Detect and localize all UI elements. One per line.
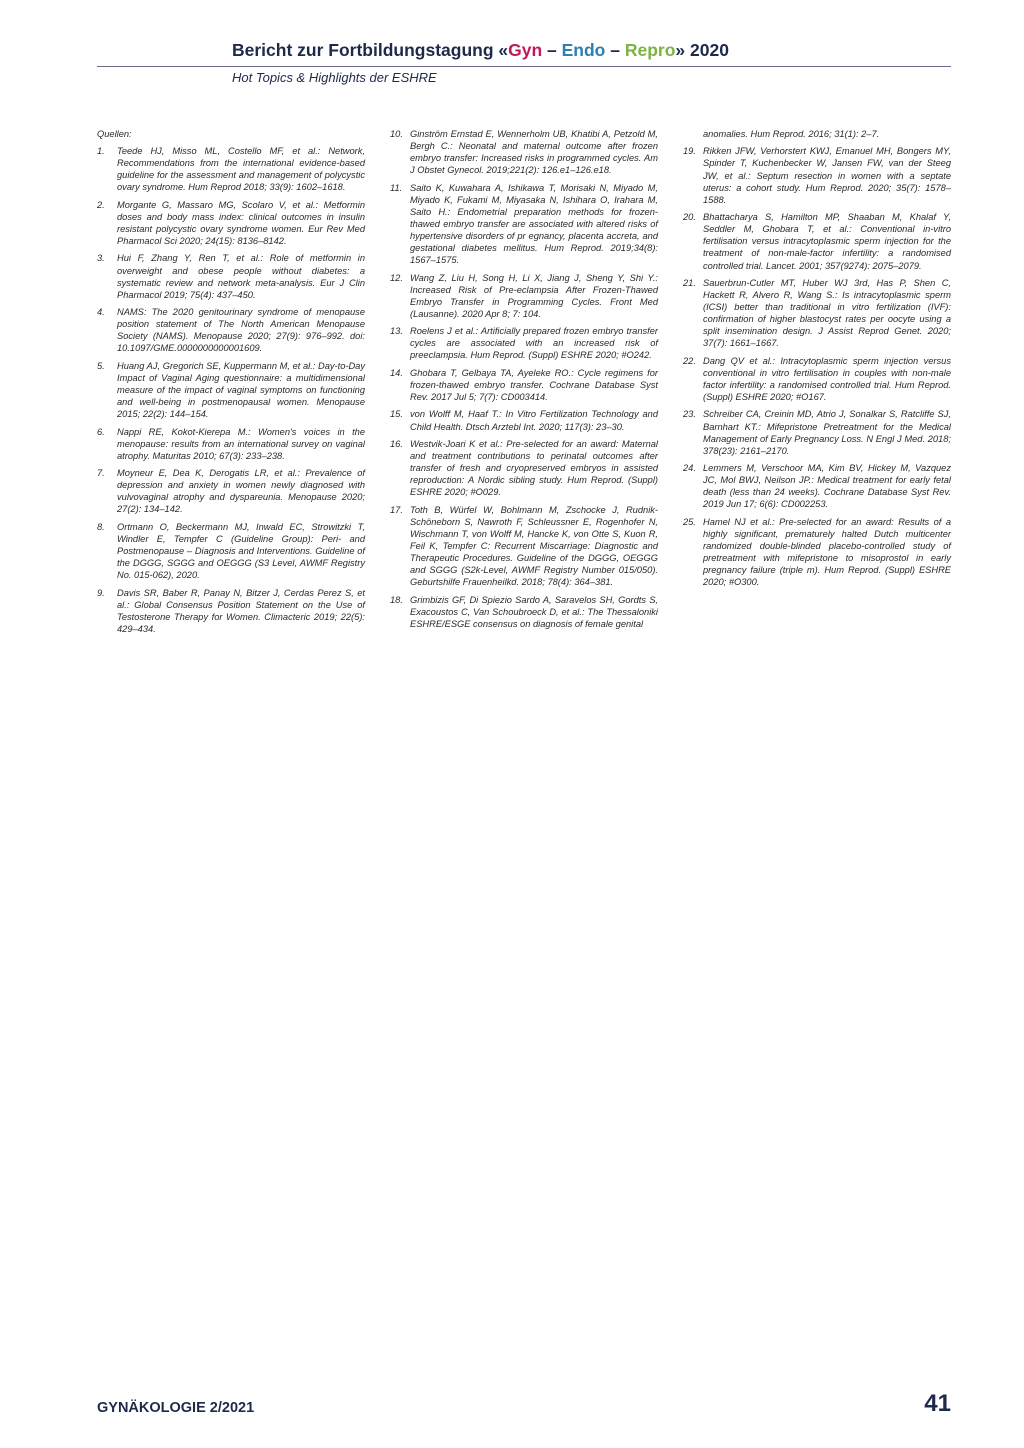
reference-number: 21. xyxy=(683,277,696,288)
reference-list-1 xyxy=(97,145,365,635)
reference-text: Schreiber CA, Creinin MD, Atrio J, Sonalkar S, Ratcliffe SJ, Barnhart KT.: Mifepristone Pretreatment for the Medical Management of Early Pregnancy Loss. N Engl J Med. 2018; 378(23): 2161–2170. xyxy=(703,409,951,456)
reference-number: 9. xyxy=(97,587,105,598)
reference-number: 25. xyxy=(683,516,696,527)
reference-item xyxy=(97,360,365,420)
references-column-1 xyxy=(97,128,365,640)
reference-text: Nappi RE, Kokot-Kierepa M.: Women's voices in the menopause: results from an international survey on vaginal atrophy. Maturitas 2010; 67(3): 233–238. xyxy=(117,426,365,461)
reference-number: 18. xyxy=(390,594,403,605)
reference-item xyxy=(683,462,951,510)
reference-item xyxy=(97,521,365,581)
title-repro: Repro xyxy=(624,40,676,60)
reference-number: 3. xyxy=(97,253,105,264)
reference-text: Ghobara T, Gelbaya TA, Ayeleke RO.: Cycle regimens for frozen-thawed embryo transfer. Cochrane Database Syst Rev. 2017 Jul 5; 7(7): CD003414. xyxy=(410,367,658,403)
reference-item xyxy=(97,199,365,247)
reference-number: 4. xyxy=(97,307,105,318)
references-heading: Quellen: xyxy=(97,129,132,139)
reference-continuation: anomalies. Hum Reprod. 2016; 31(1): 2–7. xyxy=(703,129,880,139)
reference-number: 2. xyxy=(97,199,105,210)
reference-text: Ortmann O, Beckermann MJ, Inwald EC, Strowitzki T, Windler E, Tempfer C (Guideline Group): Peri- and Postmenopause – Diagnosis and Interventions. Guideline of the DGGG, SGGG and OEGGG (S3 Level, AWMF Registry No. 015-062), 2020. xyxy=(117,521,365,581)
reference-item xyxy=(683,355,951,403)
reference-number: 23. xyxy=(683,409,696,420)
page-header-subtitle: Hot Topics & Highlights der ESHRE xyxy=(232,70,437,85)
reference-list-2 xyxy=(390,128,658,630)
reference-text: Grimbizis GF, Di Spiezio Sardo A, Saravelos SH, Gordts S, Exacoustos C, Van Schoubroeck D, et al.: The Thessaloniki ESHRE/ESGE consensus on diagnosis of female genital xyxy=(410,594,658,629)
reference-item xyxy=(97,145,365,193)
reference-number: 10. xyxy=(390,129,403,139)
reference-item xyxy=(683,211,951,271)
reference-text: Lemmers M, Verschoor MA, Kim BV, Hickey M, Vazquez JC, Mol BWJ, Neilson JP.: Medical treatment for early fetal death (less than 24 weeks). Cochrane Database Syst Rev. 2019 Jun 17; 6(6): CD002253. xyxy=(703,463,951,510)
reference-text: Roelens J et al.: Artificially prepared frozen embryo transfer cycles are associated with an increased risk of preeclampsia. Hum Reprod. (Suppl) ESHRE 2020; #O242. xyxy=(410,326,658,361)
reference-text: Rikken JFW, Verhorstert KWJ, Emanuel MH, Bongers MY, Spinder T, Kuchenbecker W, Jansen FW, van der Steeg JW, et al.: Septum resection in women with a septate uterus: a cohort study. Hum Reprod. 2020; 35(7): 1578–1588. xyxy=(703,146,951,205)
title-prefix: Bericht zur Fortbildungstagung « xyxy=(232,40,509,60)
reference-text: Westvik-Joari K et al.: Pre-selected for an award: Maternal and treatment contributions to perinatal outcomes after transfer of fresh and cryopreserved embryos in assisted reproduction: A Nordic sibling study. Hum Reprod. (Suppl) ESHRE 2020; #O029. xyxy=(410,438,658,498)
references-column-2 xyxy=(390,128,658,635)
reference-item xyxy=(390,367,658,403)
reference-text: Dang QV et al.: Intracytoplasmic sperm injection versus conventional in vitro fertilisation in couples with non-male factor infertility: a randomised controlled trial. Hum Reprod. (Suppl) ESHRE 2020; #O167. xyxy=(703,355,951,403)
reference-text: Hamel NJ et al.: Pre-selected for an award: Results of a highly significant, prematurely halted Dutch multicenter randomized double-blinded placebo-controlled study of pretreatment with mifepristone to misoprostol in early pregnancy failure (triple m). Hum Reprod. (Suppl) ESHRE 2020; #O300. xyxy=(703,516,951,588)
reference-number: 16. xyxy=(390,438,403,449)
reference-number: 24. xyxy=(683,463,696,474)
page-number: 41 xyxy=(924,1390,951,1417)
title-gyn: Gyn xyxy=(508,40,543,60)
title-sep-1: – xyxy=(542,40,562,60)
reference-text: NAMS: The 2020 genitourinary syndrome of menopause position statement of The North American Menopause Society (NAMS). Menopause 2020; 27(9): 976–992. doi: 10.1097/GME.0000000000001609. xyxy=(117,307,365,354)
reference-number: 6. xyxy=(97,426,105,437)
reference-list-3 xyxy=(683,145,951,588)
reference-item xyxy=(683,408,951,456)
reference-item xyxy=(390,408,658,432)
header-divider xyxy=(97,66,951,67)
page-header-title xyxy=(232,40,729,61)
footer-journal: GYNÄKOLOGIE 2/2021 xyxy=(97,1400,255,1416)
title-suffix: » 2020 xyxy=(675,40,729,60)
reference-item xyxy=(390,438,658,498)
reference-item xyxy=(390,594,658,630)
reference-item xyxy=(683,516,951,589)
reference-number: 22. xyxy=(683,355,696,366)
reference-item xyxy=(390,128,658,176)
reference-text: Sauerbrun-Cutler MT, Huber WJ 3rd, Has P, Shen C, Hackett R, Alvero R, Wang S.: Is intracytoplasmic sperm (ICSI) better than traditional in vitro fertilization (IVF): confirmation of higher blastocyst rates per oocyte using a split insemination design. J Assist Reprod Genet. 2020; 37(7): 1661–1667. xyxy=(703,277,951,349)
reference-number: 11. xyxy=(390,182,403,193)
reference-text: Huang AJ, Gregorich SE, Kuppermann M, et al.: Day-to-Day Impact of Vaginal Aging questionnaire: a multidimensional measure of the impact of vaginal symptoms on functioning and well-being in postmenopausal women. Menopause 2015; 22(2): 144–154. xyxy=(117,360,365,420)
reference-text: von Wolff M, Haaf T.: In Vitro Fertilization Technology and Child Health. Dtsch Arztebl Int. 2020; 117(3): 23–30. xyxy=(410,409,658,432)
reference-item xyxy=(683,277,951,350)
reference-item xyxy=(390,182,658,267)
reference-number: 15. xyxy=(390,409,403,420)
reference-number: 14. xyxy=(390,367,403,378)
reference-number: 20. xyxy=(683,212,696,223)
reference-text: Moyneur E, Dea K, Derogatis LR, et al.: Prevalence of depression and anxiety in women newly diagnosed with vulvovaginal atrophy and dyspareunia. Menopause 2020; 27(2): 134–142. xyxy=(117,468,365,515)
reference-number: 7. xyxy=(97,468,105,479)
reference-text: Bhattacharya S, Hamilton MP, Shaaban M, Khalaf Y, Seddler M, Ghobara T, et al.: Conventional in-vitro fertilisation versus intracytoplasmic sperm injection for the treatment of non-male-factor infertility: a randomised controlled trial. Lancet. 2001; 357(9274): 2075–2079. xyxy=(703,212,951,271)
reference-text: Davis SR, Baber R, Panay N, Bitzer J, Cerdas Perez S, et al.: Global Consensus Position Statement on the Use of Testosterone Therapy for Women. Climacteric 2019; 22(5): 429–434. xyxy=(117,587,365,634)
reference-text: Morgante G, Massaro MG, Scolaro V, et al.: Metformin doses and body mass index: clinical outcomes in insulin resistant polycystic ovary syndrome women. Eur Rev Med Pharmacol Sci 2020; 24(15): 8136–8142. xyxy=(117,199,365,247)
reference-item xyxy=(390,272,658,320)
reference-number: 13. xyxy=(390,326,403,337)
reference-item xyxy=(390,325,658,361)
reference-number: 17. xyxy=(390,504,403,515)
reference-text: Ginström Ernstad E, Wennerholm UB, Khatibi A, Petzold M, Bergh C.: Neonatal and maternal outcome after frozen embryo transfer: Increased risks in programmed cycles. Am J Obstet Gynecol. 2019;221(2): 126.e1–126.e18. xyxy=(410,129,658,176)
reference-number: 12. xyxy=(390,272,403,283)
reference-text: Saito K, Kuwahara A, Ishikawa T, Morisaki N, Miyado M, Miyado K, Fukami M, Miyasaka N, Ishihara O, Irahara M, Saito H.: Endometrial preparation methods for frozen-thawed embryo transfer are associated with altered risks of hypertensive disorders of pr egnancy, placenta accreta, and gestational diabetes mellitus. Hum Reprod. 2019;34(8): 1567–1575. xyxy=(410,182,658,266)
reference-number: 5. xyxy=(97,360,105,371)
reference-text: Wang Z, Liu H, Song H, Li X, Jiang J, Sheng Y, Shi Y.: Increased Risk of Pre-eclampsia After Frozen-Thawed Embryo Transfer in Programming Cycles. Front Med (Lausanne). 2020 Apr 8; 7: 104. xyxy=(410,272,658,319)
reference-item xyxy=(97,467,365,515)
title-sep-2: – xyxy=(605,40,625,60)
title-endo: Endo xyxy=(561,40,606,60)
reference-item xyxy=(97,252,365,300)
reference-number: 1. xyxy=(97,146,105,157)
reference-number: 19. xyxy=(683,146,696,157)
reference-number: 8. xyxy=(97,521,105,532)
reference-item xyxy=(683,145,951,205)
reference-item xyxy=(390,504,658,589)
reference-text: Toth B, Würfel W, Bohlmann M, Zschocke J, Rudnik-Schöneborn S, Nawroth F, Schleussner E, Rogenhofer N, Wischmann T, von Wolff M, Hancke K, von Otte S, Kuon R, Feil K, Tempfer C: Recurrent Miscarriage: Diagnostic and Therapeutic Procedures. Guideline of the DGGG, OEGGG and SGGG (S2k-Level, AWMF Registry Number 015/050). Geburtshilfe Frauenheilkd. 2018; 78(4): 364–381. xyxy=(410,504,658,588)
reference-item xyxy=(97,587,365,635)
references-column-3 xyxy=(683,128,951,594)
reference-text: Teede HJ, Misso ML, Costello MF, et al.: Network, Recommendations from the international evidence-based guideline for the assessment and management of polycystic ovary syndrome. Hum Reprod 2018; 33(9): 1602–1618. xyxy=(117,146,365,193)
reference-text: Hui F, Zhang Y, Ren T, et al.: Role of metformin in overweight and obese people without diabetes: a systematic review and network meta-analysis. Eur J Clin Pharmacol 2019; 75(4): 437–450. xyxy=(117,253,365,300)
reference-item xyxy=(97,306,365,354)
reference-item xyxy=(97,426,365,462)
